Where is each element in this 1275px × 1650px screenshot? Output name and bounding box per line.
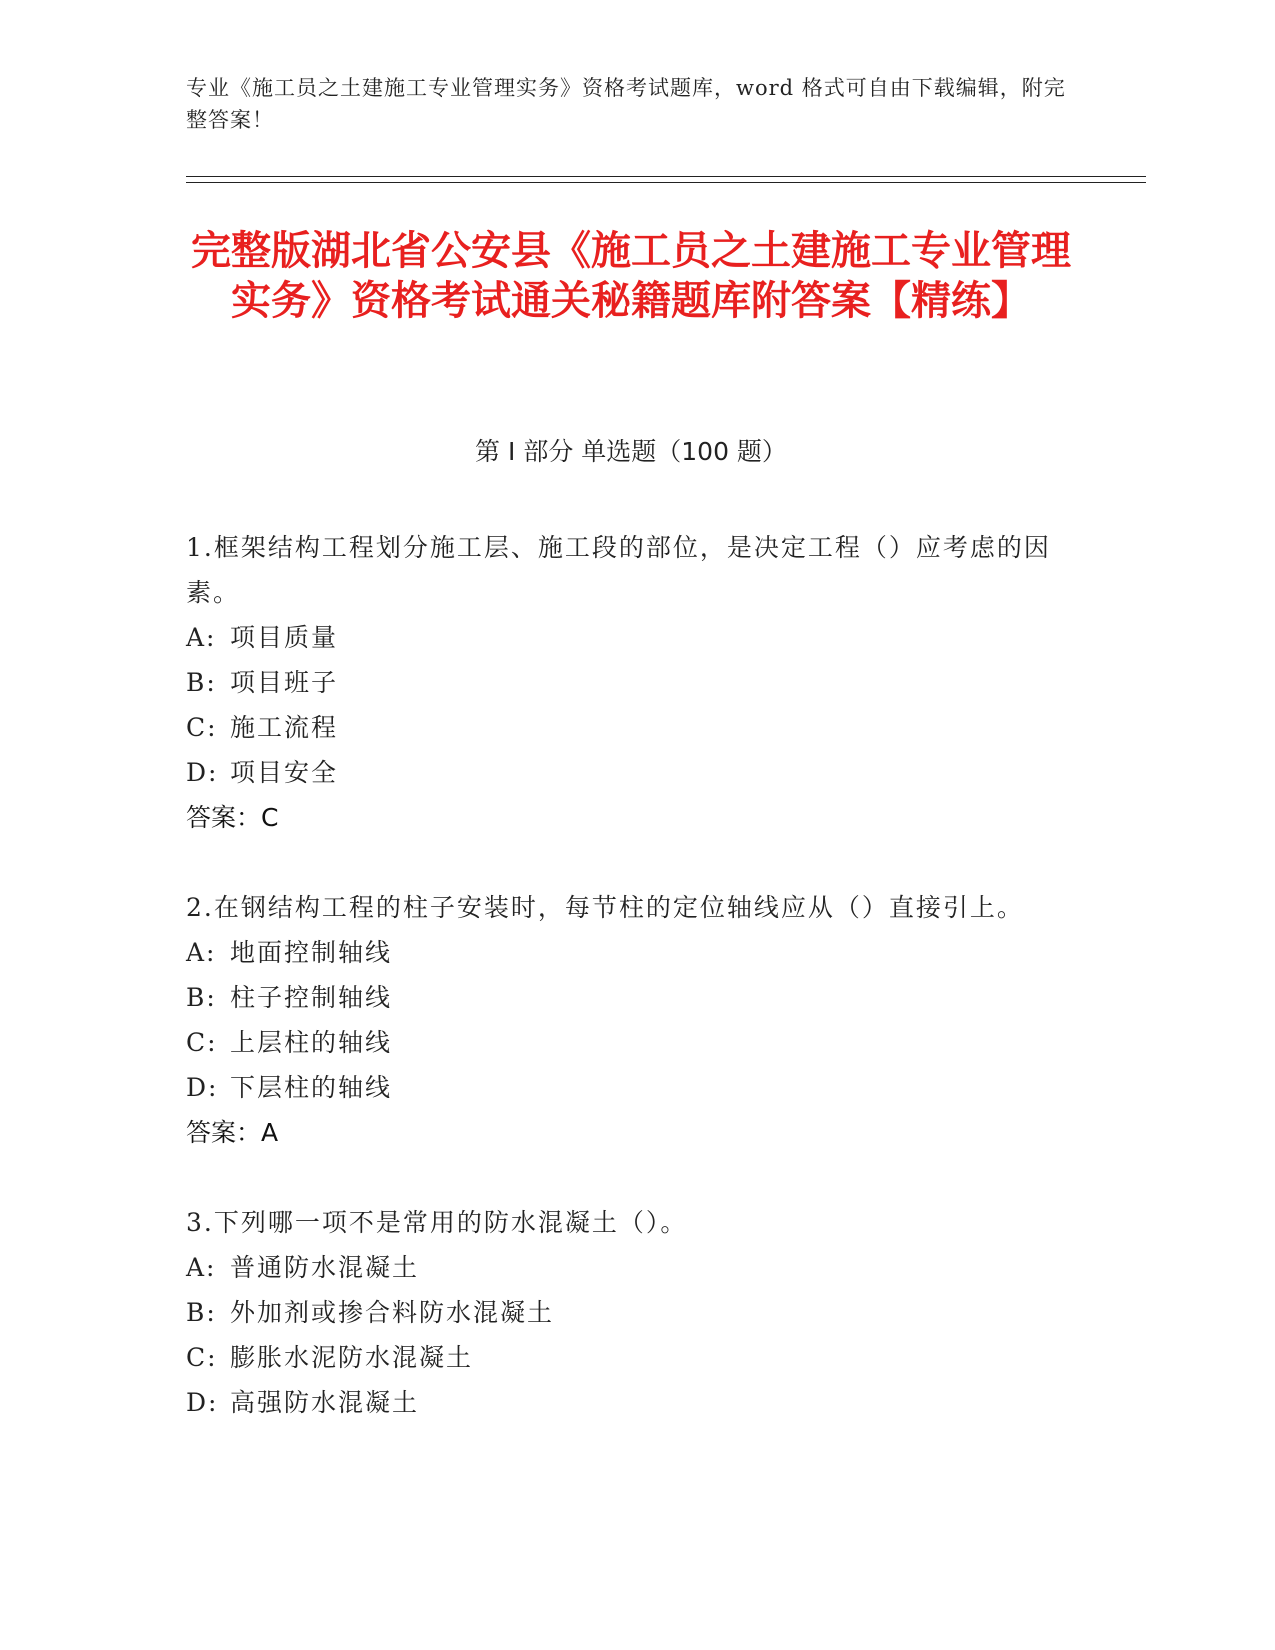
option-letter: C: (186, 713, 218, 742)
question-text: 3.下列哪一项不是常用的防水混凝土（）。 (186, 1208, 688, 1237)
option-text: 地面控制轴线 (230, 938, 393, 967)
question-text: 1.框架结构工程划分施工层、施工段的部位，是决定工程（）应考虑的因素。 (186, 533, 1051, 607)
option-text: 项目质量 (230, 623, 339, 652)
option-letter: D: (186, 1388, 219, 1417)
question-1 (186, 525, 1066, 840)
option-text: 施工流程 (230, 713, 339, 742)
question-text: 2.在钢结构工程的柱子安装时，每节柱的定位轴线应从（）直接引上。 (186, 893, 1024, 922)
header-rule-bottom (186, 182, 1146, 183)
option-letter: B: (186, 983, 217, 1012)
option-a (186, 930, 1066, 975)
question-2 (186, 885, 1066, 1155)
document-title: 完整版湖北省公安县《施工员之土建施工专业管理实务》资格考试通关秘籍题库附答案【精练】 (191, 228, 1071, 324)
question-3 (186, 1200, 1066, 1425)
option-text: 上层柱的轴线 (230, 1028, 393, 1057)
option-letter: B: (186, 1298, 217, 1327)
section-title: 第 I 部分 单选题（100 题） (475, 437, 787, 466)
option-letter: D: (186, 1073, 219, 1102)
answer-line: 答案：A (186, 1118, 279, 1147)
answer-line: 答案：C (186, 803, 279, 832)
option-d (186, 750, 1066, 795)
option-text: 高强防水混凝土 (230, 1388, 420, 1417)
option-letter: A: (186, 623, 217, 652)
option-text: 项目安全 (230, 758, 339, 787)
option-text: 膨胀水泥防水混凝土 (230, 1343, 474, 1372)
option-letter: C: (186, 1028, 218, 1057)
option-text: 普通防水混凝土 (230, 1253, 420, 1282)
header-rule-top (186, 176, 1146, 177)
option-letter: C: (186, 1343, 218, 1372)
question-list (186, 525, 1066, 1470)
option-c (186, 1335, 1066, 1380)
option-d (186, 1065, 1066, 1110)
option-letter: A: (186, 1253, 217, 1282)
option-letter: B: (186, 668, 217, 697)
option-text: 下层柱的轴线 (230, 1073, 393, 1102)
option-c (186, 1020, 1066, 1065)
option-a (186, 615, 1066, 660)
header-note: 专业《施工员之土建施工专业管理实务》资格考试题库，word 格式可自由下载编辑，附完整答案！ (186, 76, 1066, 132)
option-c (186, 705, 1066, 750)
option-b (186, 660, 1066, 705)
option-letter: A: (186, 938, 217, 967)
option-b (186, 1290, 1066, 1335)
option-text: 项目班子 (230, 668, 339, 697)
option-a (186, 1245, 1066, 1290)
option-letter: D: (186, 758, 219, 787)
option-d (186, 1380, 1066, 1425)
option-b (186, 975, 1066, 1020)
option-text: 柱子控制轴线 (230, 983, 393, 1012)
option-text: 外加剂或掺合料防水混凝土 (230, 1298, 555, 1327)
